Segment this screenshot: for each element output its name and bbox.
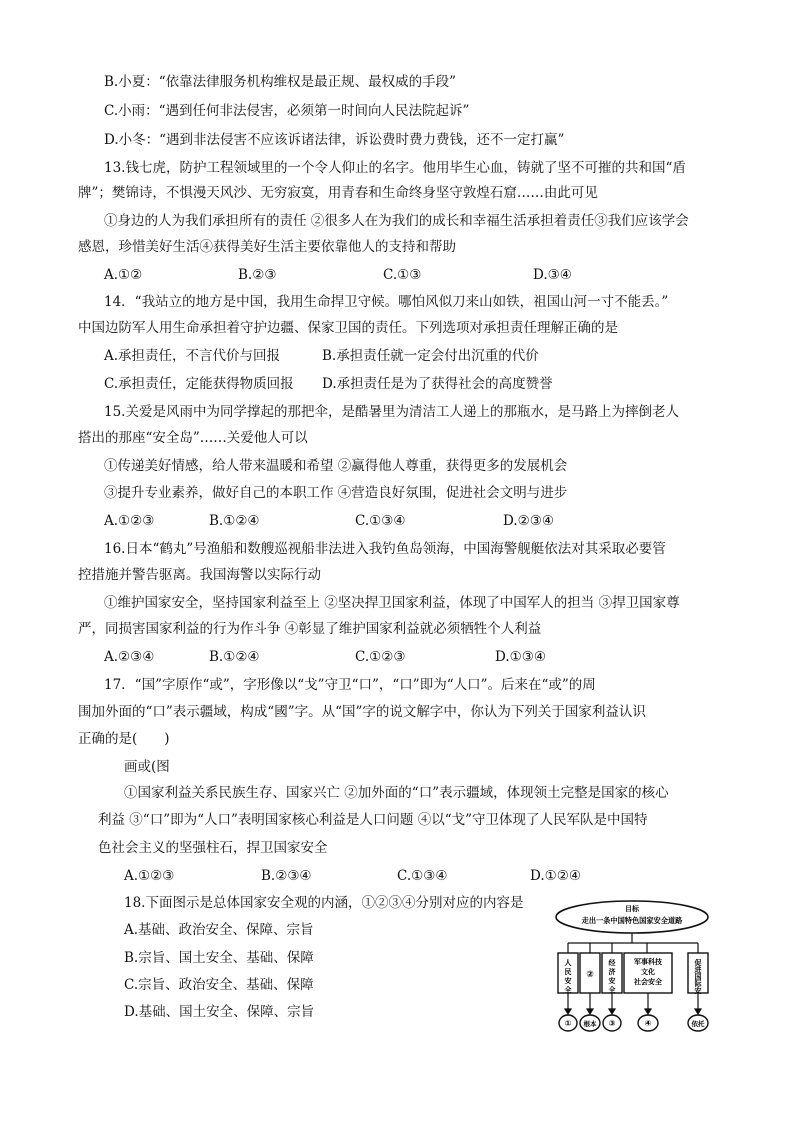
svg-text:④: ④ xyxy=(644,1019,652,1028)
q15-option-d: D.②③④ xyxy=(503,513,554,529)
svg-text:促: 促 xyxy=(694,959,702,967)
svg-text:人: 人 xyxy=(564,959,572,967)
svg-text:济: 济 xyxy=(608,968,616,976)
q17-option-b: B.②③④ xyxy=(261,868,312,884)
q17-statements-line2: 利益 ③“口”即为“人口”表明国家核心利益是人口问题 ④以“戈”守卫体现了人民军队是中国特 xyxy=(98,812,648,828)
q14-option-d: D.承担责任是为了获得社会的高度赞誉 xyxy=(322,376,553,392)
q13-stem-line1: 13.钱七虎，防护工程领域里的一个令人仰止的名字。他用毕生心血，铸就了坚不可摧的共和国“盾 xyxy=(104,160,686,176)
svg-text:依托: 依托 xyxy=(691,1020,705,1028)
q16-statements-line2: 严，同损害国家利益的行为作斗争 ④彰显了维护国家利益就必须牺牲个人利益 xyxy=(78,621,542,637)
q18-option-b: B.宗旨、国土安全、基础、保障 xyxy=(124,950,314,966)
q13-option-b: B.②③ xyxy=(238,267,277,283)
svg-text:全: 全 xyxy=(608,986,616,994)
svg-text:安: 安 xyxy=(564,977,572,985)
q17-stem-line3: 正确的是( ) xyxy=(78,731,170,747)
svg-text:军事科技: 军事科技 xyxy=(634,958,662,966)
svg-text:①: ① xyxy=(564,1019,572,1028)
svg-text:国: 国 xyxy=(694,973,702,981)
q13-option-a: A.①② xyxy=(104,267,143,283)
svg-text:经: 经 xyxy=(608,959,616,967)
q16-option-c: C.①②③ xyxy=(355,649,406,665)
q16-option-d: D.①③④ xyxy=(495,649,546,665)
goal-subtitle: 走出一条中国特色国家安全道路 xyxy=(581,916,683,925)
svg-text:②: ② xyxy=(586,970,594,980)
q18-option-c: C.宗旨、政治安全、基础、保障 xyxy=(124,977,314,993)
q14-option-b: B.承担责任就一定会付出沉重的代价 xyxy=(322,348,539,364)
national-security-diagram xyxy=(550,895,715,1040)
q16-statements-line1: ①维护国家安全，坚持国家利益至上 ②坚决捍卫国家利益，体现了中国军人的担当 ③捍卫国家尊 xyxy=(104,595,680,611)
q16-stem-line2: 控措施并警告驱离。我国海警以实际行动 xyxy=(78,567,321,583)
svg-text:根本: 根本 xyxy=(583,1020,597,1028)
q16-option-b: B.①②④ xyxy=(209,649,260,665)
q12-option-d: D.小冬：“遇到非法侵害不应该诉诸法律，诉讼费时费力费钱，还不一定打赢” xyxy=(104,132,565,148)
q13-option-d: D.③④ xyxy=(533,267,572,283)
q13-statements-line1: ①身边的人为我们承担所有的责任 ②很多人在为我们的成长和幸福生活承担着责任③我们应该学会 xyxy=(104,213,689,229)
q15-stem-line1: 15.关爱是风雨中为同学撑起的那把伞，是酷暑里为清洁工人递上的那瓶水，是马路上为摔倒老人 xyxy=(104,404,679,420)
q17-option-c: C.①③④ xyxy=(397,868,448,884)
q13-statements-line2: 感恩，珍惜美好生活④获得美好生活主要依靠他人的支持和帮助 xyxy=(78,239,456,255)
q18-option-d: D.基础、国土安全、保障、宗旨 xyxy=(124,1004,315,1020)
q14-stem-line2: 中国边防军人用生命承担着守护边疆、保家卫国的责任。下列选项对承担责任理解正确的是 xyxy=(78,320,618,336)
q17-stem-line1: 17．“国”字原作“或”，字形像以“戈”守卫“口”，“口”即为“人口”。后来在“或”的周 xyxy=(104,677,596,693)
q15-statements-line1: ①传递美好情感，给人带来温暖和希望 ②赢得他人尊重，获得更多的发展机会 xyxy=(104,458,568,474)
q14-option-c: C.承担责任，定能获得物质回报 xyxy=(104,376,294,392)
q15-statements-line2: ③提升专业素养，做好自己的本职工作 ④营造良好氛围，促进社会文明与进步 xyxy=(104,485,568,501)
q17-statements-line3: 色社会主义的坚强柱石，捍卫国家安全 xyxy=(98,840,328,856)
q17-option-a: A.①②③ xyxy=(124,868,175,884)
q15-option-b: B.①②④ xyxy=(209,513,260,529)
goal-title: 目标 xyxy=(625,905,639,913)
svg-text:安: 安 xyxy=(608,977,616,985)
q14-option-a: A.承担责任，不言代价与回报 xyxy=(104,348,281,364)
q14-stem-line1: 14．“我站立的地方是中国，我用生命捍卫守候。哪怕风似刀来山如铁，祖国山河一寸不能丢。” xyxy=(104,294,669,310)
svg-text:进: 进 xyxy=(694,966,702,974)
q18-option-a: A.基础、政治安全、保障、宗旨 xyxy=(124,922,314,938)
q17-image-placeholder: 画或(图 xyxy=(124,759,170,775)
q13-stem-line2: 牌”；樊锦诗，不惧漫天风沙、无穷寂寞，用青春和生命终身坚守敦煌石窟……由此可见 xyxy=(78,185,598,201)
q17-statements-line1: ①国家利益关系民族生存、国家兴亡 ②加外面的“口”表示疆域，体现领土完整是国家的核心 xyxy=(124,785,669,801)
q16-option-a: A.②③④ xyxy=(104,649,155,665)
q12-option-b: B.小夏：“依靠法律服务机构维权是最正规、最权威的手段” xyxy=(104,74,457,90)
q13-option-c: C.①③ xyxy=(383,267,422,283)
svg-text:际: 际 xyxy=(694,980,702,988)
q16-stem-line1: 16.日本“鹤丸”号渔船和数艘巡视船非法进入我钓鱼岛领海，中国海警舰艇依法对其采取必要管 xyxy=(104,541,666,557)
q18-stem: 18.下面图示是总体国家安全观的内涵，①②③④分别对应的内容是 xyxy=(124,895,524,911)
q17-option-d: D.①②④ xyxy=(530,868,581,884)
svg-text:文化: 文化 xyxy=(641,968,655,976)
q15-option-a: A.①②③ xyxy=(104,513,155,529)
svg-text:社会安全: 社会安全 xyxy=(634,978,662,986)
q17-stem-line2: 围加外面的“口”表示疆域，构成“國”字。从“国”字的说文解字中，你认为下列关于国家利益认识 xyxy=(78,704,646,720)
svg-text:安: 安 xyxy=(694,987,702,995)
svg-text:③: ③ xyxy=(608,1019,616,1028)
q15-option-c: C.①③④ xyxy=(355,513,406,529)
q12-option-c: C.小雨：“遇到任何非法侵害，必须第一时间向人民法院起诉” xyxy=(104,103,470,119)
svg-text:全: 全 xyxy=(564,986,572,994)
q15-stem-line2: 搭出的那座“安全岛”……关爱他人可以 xyxy=(78,430,308,446)
svg-text:民: 民 xyxy=(564,968,572,976)
